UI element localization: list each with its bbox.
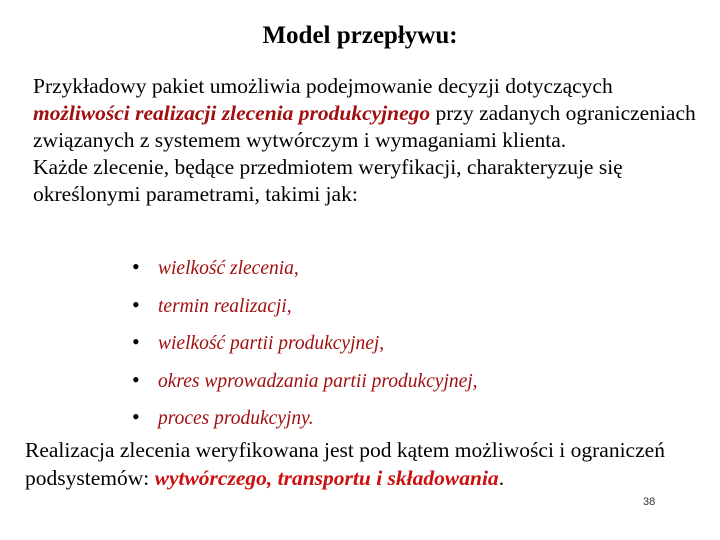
list-item: [132, 327, 692, 365]
intro-text-after: przy zadanych ograniczeniach związanych z systemem wytwórczym i wymaganiami klienta.: [33, 101, 696, 152]
list-item-label: wielkość zlecenia,: [158, 258, 299, 279]
conclusion-text-after: .: [498, 466, 505, 490]
list-item: [132, 252, 692, 290]
conclusion-paragraph: [25, 436, 695, 492]
list-item-label: proces produkcyjny.: [158, 408, 314, 429]
list-item: [132, 402, 692, 440]
bullet-icon: •: [132, 254, 140, 279]
intro-text-before: Przykładowy pakiet umożliwia podejmowanie decyzji dotyczących: [33, 74, 613, 98]
bullet-icon: •: [132, 291, 140, 317]
conclusion-highlight: wytwórczego, transportu i składowania: [154, 466, 499, 490]
bullet-icon: •: [132, 329, 140, 354]
intro-paragraph: [33, 73, 698, 208]
slide-title: Model przepływu:: [262, 22, 458, 49]
list-item-label: termin realizacji,: [158, 295, 292, 317]
intro-second-sentence: Każde zlecenie, będące przedmiotem weryfikacji, charakteryzuje się określonymi parametrami, takimi jak:: [33, 155, 623, 206]
conclusion-text-before: Realizacja zlecenia weryfikowana jest pod kątem możliwości i ograniczeń podsystemów:: [25, 438, 665, 490]
bullet-icon: •: [132, 404, 140, 429]
intro-highlight: możliwości realizacji zlecenia produkcyjnego: [33, 101, 431, 125]
parameter-list: [132, 252, 692, 440]
list-item-label: okres wprowadzania partii produkcyjnej,: [158, 370, 478, 392]
list-item: [132, 365, 692, 403]
list-item: [132, 290, 692, 328]
bullet-icon: •: [132, 366, 140, 392]
list-item-label: wielkość partii produkcyjnej,: [158, 333, 385, 354]
page-number: 38: [643, 496, 656, 508]
